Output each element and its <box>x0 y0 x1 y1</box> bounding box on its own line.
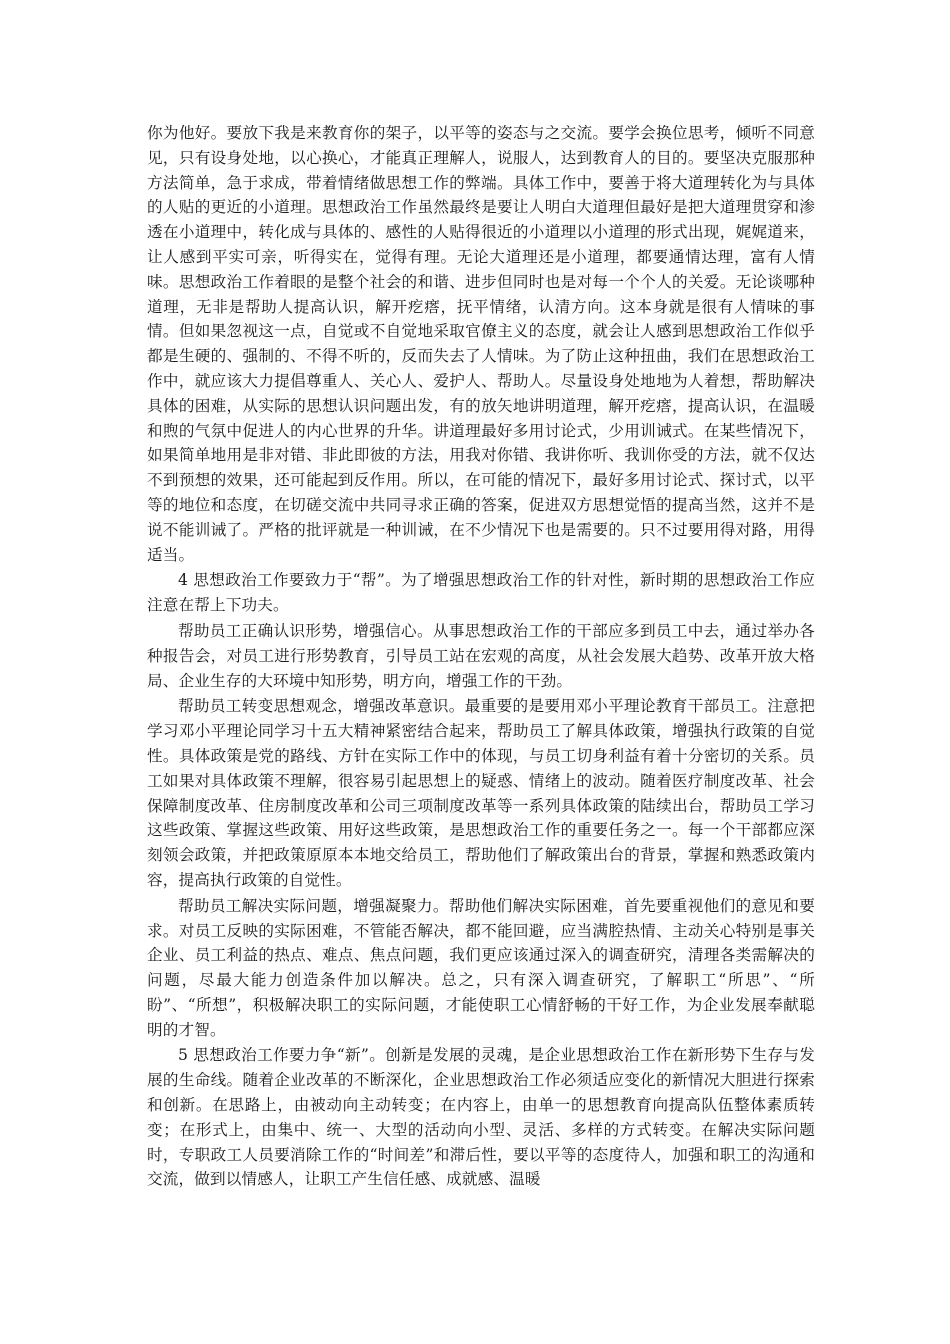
paragraph-5: 帮助员工解决实际问题，增强凝聚力。帮助他们解决实际困难，首先要重视他们的意见和要求。对员工反映的实际困难，不管能否解决，都不能回避，应当满腔热情、主动关心特别是事关企业、员工利益的热点、难点、焦点问题，我们更应该通过深入的调查研究，清理各类需解决的问题，尽最大能力创造条件加以解决。总之，只有深入调查研究，了解职工“所思”、“所盼”、“所想”，积极解决职工的实际问题，才能使职工心情舒畅的干好工作，为企业发展奉献聪明的才智。 <box>147 896 815 1039</box>
paragraph-1: 你为他好。要放下我是来教育你的架子，以平等的姿态与之交流。要学会换位思考，倾听不同意见，只有设身处地，以心换心，才能真正理解人，说服人，达到教育人的目的。要坚决克服那种方法简单，急于求成，带着情绪做思想工作的弊端。具体工作中，要善于将大道理转化为与具体的人贴的更近的小道理。思想政治工作虽然最终是要让人明白大道理但最好是把大道理贯穿和渗透在小道理中，转化成与具体的、感性的人贴得很近的小道理以小道理的形式出现，娓娓道来，让人感到平实可亲，听得实在，觉得有理。无论大道理还是小道理，都要通情达理，富有人情味。思想政治工作着眼的是整个社会的和谐、进步但同时也是对每一个个人的关爱。无论谈哪种道理，无非是帮助人提高认识，解开疙瘩，抚平情绪，认清方向。这本身就是很有人情味的事情。但如果忽视这一点，自觉或不自觉地采取官僚主义的态度，就会让人感到思想政治工作似乎都是生硬的、强制的、不得不听的，反而失去了人情味。为了防止这种扭曲，我们在思想政治工作中，就应该大力提倡尊重人、关心人、爱护人、帮助人。尽量设身处地地为人着想，帮助解决具体的困难，从实际的思想认识问题出发，有的放矢地讲明道理，解开疙瘩，提高认识，在温暖和煦的气氛中促进人的内心世界的升华。讲道理最好多用讨论式，少用训诫式。在某些情况下，如果简单地用是非对错、非此即彼的方法，用我对你错、我讲你听、我训你受的方法，就不仅达不到预想的效果，还可能起到反作用。所以，在可能的情况下，最好多用讨论式、探讨式，以平等的地位和态度，在切磋交流中共同寻求正确的答案，促进双方思想觉悟的提高当然，这并不是说不能训诫了。严格的批评就是一种训诫，在不少情况下也是需要的。只不过要用得对路，用得适当。 <box>147 124 815 564</box>
document-body <box>147 121 815 1193</box>
paragraph-3: 帮助员工正确认识形势，增强信心。从事思想政治工作的干部应多到员工中去，通过举办各种报告会，对员工进行形势教育，引导员工站在宏观的高度，从社会发展大趋势、改革开放大格局、企业生存的大环境中知形势，明方向，增强工作的干劲。 <box>147 621 815 690</box>
paragraph-6-section-5-heading: 5 思想政治工作要力争“新”。创新是发展的灵魂，是企业思想政治工作在新形势下生存与发展的生命线。随着企业改革的不断深化，企业思想政治工作必须适应变化的新情况大胆进行探索和创新。在思路上，由被动向主动转变；在内容上，由单一的思想教育向提高队伍整体素质转变；在形式上，由集中、统一、大型的活动向小型、灵活、多样的方式转变。在解决实际问题时，专职政工人员要消除工作的“时间差”和滞后性，要以平等的态度待人，加强和职工的沟通和交流，做到以情感人，让职工产生信任感、成就感、温暖 <box>147 1046 815 1189</box>
paragraph-2-section-4-heading: 4 思想政治工作要致力于“帮”。为了增强思想政治工作的针对性，新时期的思想政治工作应注意在帮上下功夫。 <box>147 571 815 615</box>
paragraph-4: 帮助员工转变思想观念，增强改革意识。最重要的是要用邓小平理论教育干部员工。注意把学习邓小平理论同学习十五大精神紧密结合起来，帮助员工了解具体政策，增强执行政策的自觉性。具体政策是党的路线、方针在实际工作中的体现，与员工切身利益有着十分密切的关系。员工如果对具体政策不理解，很容易引起思想上的疑惑、情绪上的波动。随着医疗制度改革、社会保障制度改革、住房制度改革和公司三项制度改革等一系列具体政策的陆续出台，帮助员工学习这些政策、掌握这些政策、用好这些政策，是思想政治工作的重要任务之一。每一个干部都应深刻领会政策，并把政策原原本本地交给员工，帮助他们了解政策出台的背景，掌握和熟悉政策内容，提高执行政策的自觉性。 <box>147 697 815 889</box>
